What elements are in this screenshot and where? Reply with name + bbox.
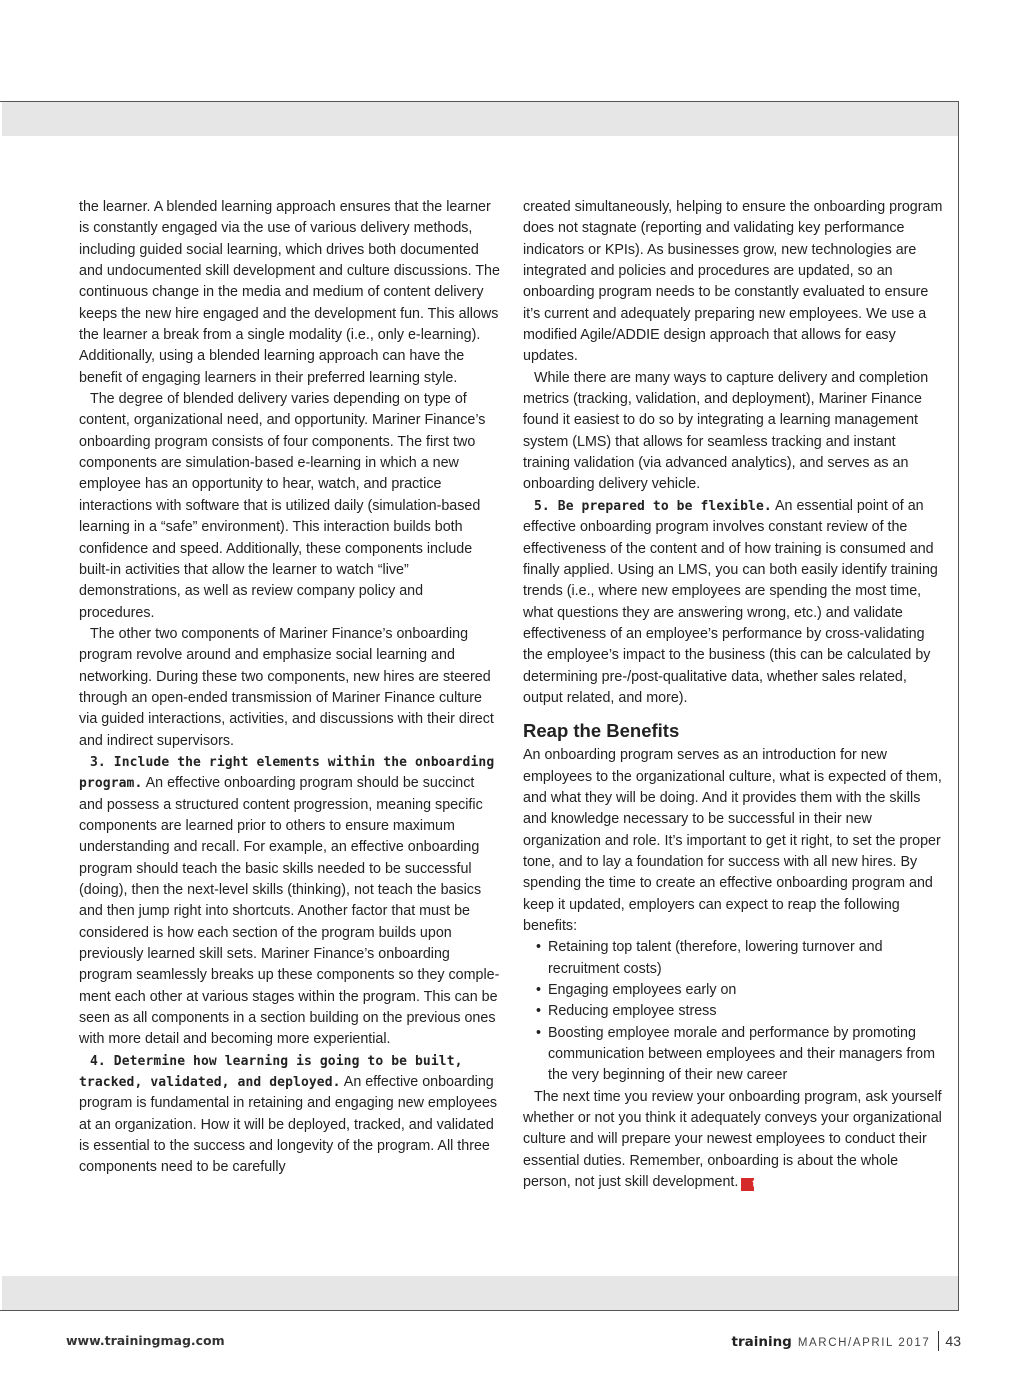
left-column — [79, 197, 501, 1179]
list-item — [536, 937, 945, 980]
bottom-band — [2, 1276, 958, 1310]
top-band — [2, 102, 958, 136]
paragraph — [523, 1087, 945, 1194]
bullet: • — [536, 939, 542, 956]
list-item — [536, 1023, 945, 1087]
paragraph-text: The next time you review your onboarding program, ask yourself whether or not you think it adequately conveys your organizational culture and will prepare your newest employees to conduct their essential duties. Remember, onboarding is about the whole person, not just skill development. — [523, 1088, 942, 1191]
paragraph-text: An effective onboarding program should be succinct and possess a structured content progression, meaning specific components are learned prior to others to ensure maximum understanding and recall. For example, an effective onboarding program should teach the basic skills needed to be successful (doing), then the next-level skills (thinking), not teach the basics and then jump right into shortcuts. Another factor that must be considered is how each section of the program builds upon previously learned skill sets. Mariner Finance’s onboarding program seamlessly breaks up these components so they complement each other at various stages within the program. This can be seen as all components in a section building on the previous ones with more detail and becoming more experiential. — [79, 775, 500, 1048]
bullet: • — [536, 1003, 542, 1020]
paragraph: The other two components of Mariner Finance’s onboarding program revolve around and emphasize social learning and networking. During these two components, new hires are steered through an open-ended transmission of Mariner Finance culture via guided interactions, activities, and discussions with their direct and indirect supervisors. — [79, 625, 494, 749]
paragraph — [79, 752, 501, 1051]
paragraph-text: An essential point of an effective onboarding program involves constant review of the effectiveness of the content and of how training is consumed and finally applied. Using an LMS, you can both easily identify training trends (i.e., where new employees are spending the most time, what questions they are answering wrong, etc.) and validate effectiveness of an employee’s performance by cross-validating the employee’s impact to the business (this can be calculated by determining pre-/post-qualitative data, whether sales related, output related, and more). — [523, 497, 938, 706]
paragraph: While there are many ways to capture delivery and completion metrics (tracking, validation, and deployment), Mariner Finance found it easiest to do so by integrating a learning management system (LMS) that allows for seamless tracking and instant training validation (via advanced analytics), and serves as an onboarding delivery vehicle. — [523, 369, 929, 493]
run-in-heading: 5. Be prepared to be flexible. — [534, 498, 772, 514]
magazine-brand: training — [731, 1334, 792, 1350]
list-item-text: Engaging employees early on — [548, 982, 737, 999]
paragraph: created simultaneously, helping to ensure the onboarding program does not stagnate (reporting and validating key performance indicators or KPIs). As businesses grow, new technologies are integrated and policies and procedures are updated, so an onboarding program needs to be constantly evaluated to ensure it’s current and adequately preparing new employees. We use a modified Agile/ADDIE design approach that allows for easy updates. — [523, 199, 943, 365]
run-in-heading: 4. Determine how learning is going to be built, tracked, validated, and deployed. — [79, 1053, 463, 1091]
issue-date: MARCH/APRIL 2017 — [797, 1337, 931, 1349]
divider — [938, 1331, 939, 1351]
list-item-text: Retaining top talent (therefore, lowering turnover and recruitment costs) — [548, 939, 883, 977]
paragraph — [79, 1051, 501, 1179]
paragraph — [523, 496, 945, 709]
list-item — [536, 1001, 945, 1022]
bullet: • — [536, 982, 542, 999]
paragraph: the learner. A blended learning approach ensures that the learner is constantly engaged via the use of various delivery methods, including guided social learning, which drives both documented and undocumented skill development and culture discussions. The continuous change in the media and medium of content delivery keeps the new hire engaged and the development fun. This allows the learner a break from a single modality (i.e., only e-learning). Additionally, using a blended learning approach can have the benefit of engaging learners in their preferred learning style. — [79, 199, 500, 386]
right-column — [523, 197, 945, 1193]
run-in-heading: 3. Include the right elements within the onboarding program. — [79, 754, 495, 792]
paragraph: An onboarding program serves as an introduction for new employees to the organizational culture, what is expected of them, and what they will be doing. And it provides them with the skills and knowledge necessary to be successful in their new organization and role. It’s important to get it right, to set the proper tone, and to lay a foundation for success with all new hires. By spending the time to create an effective onboarding program and keep it updated, employers can expect to reap the following benefits: — [523, 747, 942, 934]
benefits-list — [523, 937, 945, 1086]
website-link[interactable]: www.trainingmag.com — [66, 1333, 225, 1348]
list-item — [536, 980, 945, 1001]
list-item-text: Boosting employee morale and performance by promoting communication between employees and their managers from the very beginning of their new career — [548, 1024, 936, 1084]
section-heading: Reap the Benefits — [523, 720, 680, 742]
footer-right — [731, 1331, 961, 1353]
paragraph-text: An effective onboarding program is fundamental in retaining and engaging new employees at an organization. How it will be deployed, tracked, and validated is essential to the success and longevity of the program. All three components need to be carefully — [79, 1074, 498, 1176]
list-item-text: Reducing employee stress — [548, 1003, 717, 1020]
page-number: 43 — [945, 1333, 961, 1349]
bullet: • — [536, 1024, 542, 1041]
end-mark-icon: t — [741, 1178, 754, 1191]
paragraph: The degree of blended delivery varies depending on type of content, organizational need, and opportunity. Mariner Finance’s onboarding program consists of four components. The first two components are simulation-based e-learning in which a new employee has an opportunity to hear, watch, and practice interactions with software that is utilized daily (simulation-based learning in a “safe” environment). This interaction builds both confidence and speed. Additionally, these components include built-in activities that allow the learner to watch “live” demonstrations, as well as review company policy and procedures. — [79, 391, 486, 621]
page-footer — [66, 1331, 961, 1351]
